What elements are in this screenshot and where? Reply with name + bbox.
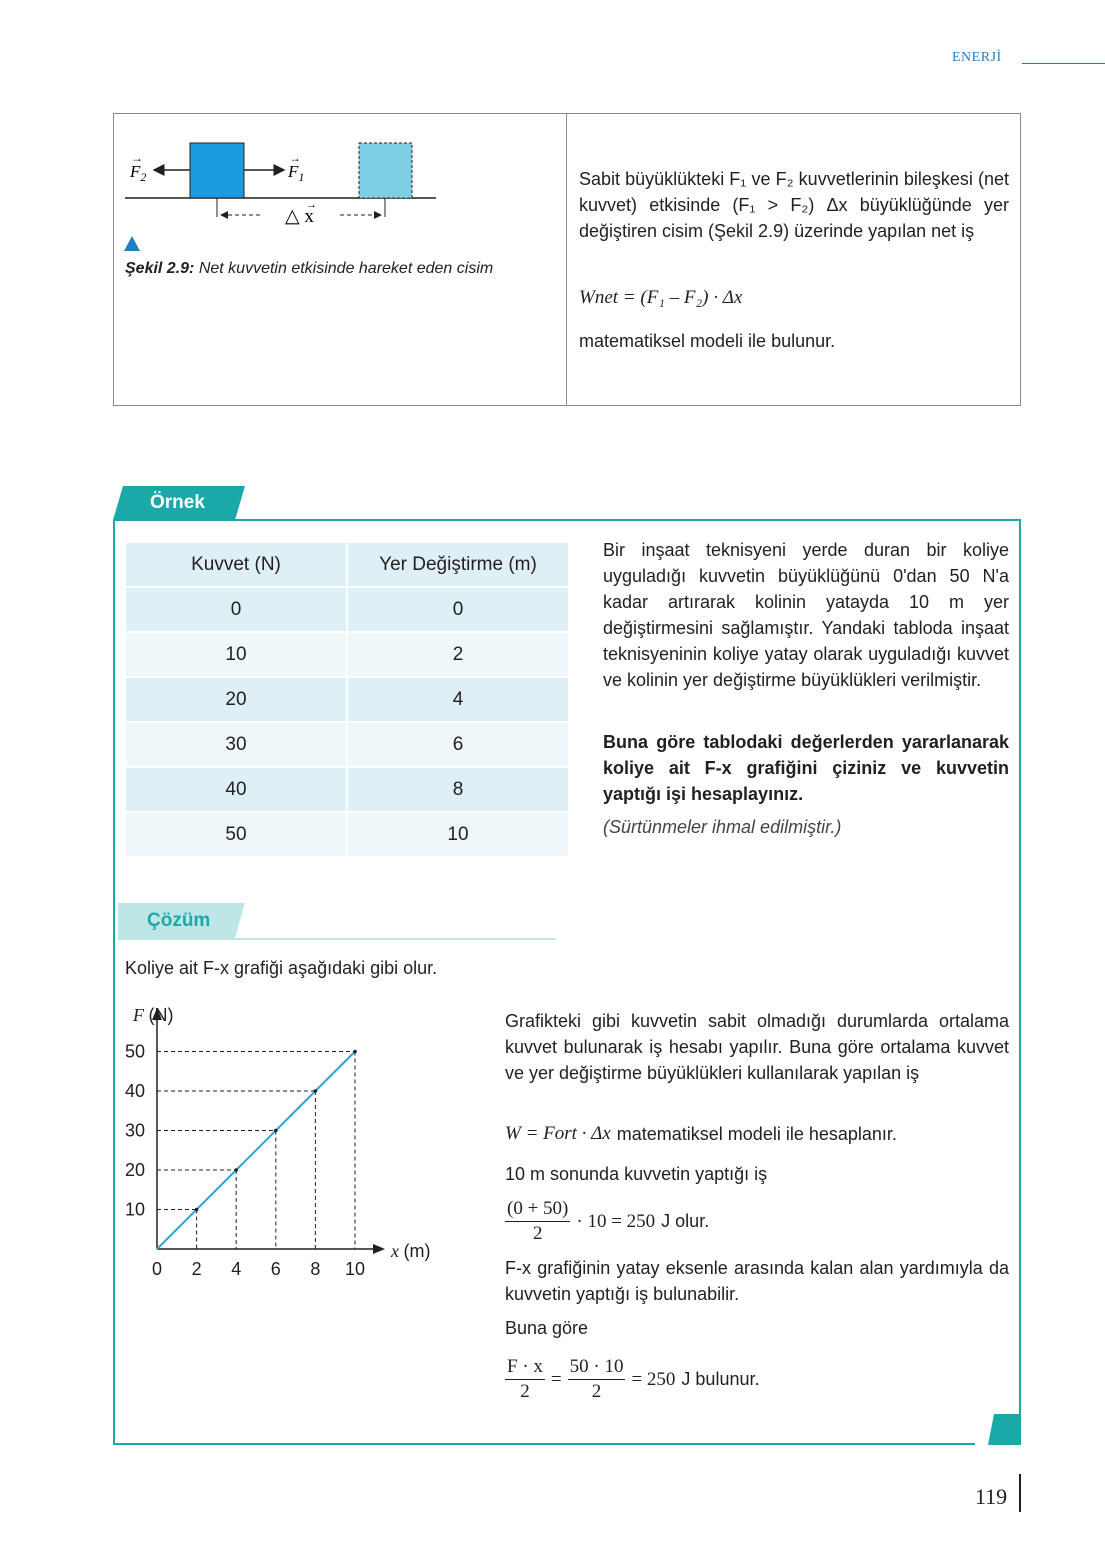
cozum-label: Çözüm	[147, 910, 211, 931]
x-tick-label: 4	[231, 1259, 242, 1279]
table-row: 30 6	[126, 723, 568, 766]
data-point	[195, 1208, 199, 1212]
y-axis-label: F (N)	[133, 1005, 174, 1025]
solution-paragraph-4: Buna göre	[505, 1318, 589, 1338]
svg-text:→: →	[131, 151, 143, 165]
figure-2-9	[120, 135, 450, 235]
x-tick-label: 8	[310, 1259, 321, 1279]
y-tick-label: 20	[125, 1160, 146, 1180]
page-number-rule	[1019, 1474, 1021, 1512]
y-tick-label: 30	[125, 1120, 146, 1141]
f2-label: $F_2$	[130, 162, 147, 184]
page-number: 119	[975, 1484, 1008, 1509]
cozum-rule	[118, 938, 556, 940]
chapter-rule	[1022, 63, 1105, 64]
data-point	[314, 1089, 318, 1093]
solution-paragraph-2: 10 m sonunda kuvvetin yaptığı iş	[505, 1164, 768, 1184]
x-tick-label: 2	[191, 1259, 202, 1279]
problem-note: (Sürtünmeler ihmal edilmiştir.)	[603, 817, 842, 837]
data-point	[234, 1168, 238, 1172]
y-tick-label: 10	[125, 1199, 146, 1220]
svg-text:→: →	[306, 199, 317, 211]
top-box-divider	[566, 113, 567, 406]
net-work-formula: Wnet = (F₁ – F₂) · Δx	[579, 287, 743, 308]
data-point	[274, 1129, 278, 1133]
dx-label: △ x	[285, 206, 314, 227]
data-point	[353, 1050, 357, 1054]
x-tick-label: 6	[270, 1259, 281, 1279]
table-row: 0 0	[126, 588, 568, 631]
x-axis-arrow	[373, 1244, 385, 1254]
table-header: Yer Değiştirme (m)	[348, 543, 568, 586]
ornek-box-bottom	[113, 1443, 975, 1445]
svg-text:→: →	[289, 151, 301, 165]
cozum-intro: Koliye ait F-x grafiği aşağıdaki gibi olur.	[125, 958, 438, 978]
x-axis-label: x (m)	[391, 1241, 431, 1261]
table-row: 10 2	[126, 633, 568, 676]
table-header: Kuvvet (N)	[126, 543, 346, 586]
block-start	[190, 143, 244, 198]
x-tick-label: 10	[344, 1259, 366, 1279]
solution-calc-2: $\frac{F \cdot x}{2}$ = $\frac{50 \cdot 10}{2}$ = 250 J bulunur.	[507, 1356, 760, 1402]
x-tick-label: 0	[151, 1259, 163, 1279]
series-line	[157, 1052, 355, 1250]
figure-caption: Şekil 2.9: Net kuvvetin etkisinde hareket eden cisim	[125, 260, 494, 277]
solution-paragraph-1: Grafikteki gibi kuvvetin sabit olmadığı durumlarda ortalama kuvvet bulunarak iş hesabı yapılır. Buna göre ortalama kuvvet ve yer değiştirme büyüklükleri kullanılarak yapılan iş	[505, 1011, 1009, 1083]
solution-formula-1: W = Fort · Δx matematiksel modeli ile hesaplanır.	[505, 1123, 897, 1144]
f1-label: $F_1$	[288, 162, 305, 184]
problem-text: Bir inşaat teknisyeni yerde duran bir koliye uyguladığı kuvvetin büyüklüğünü 0'dan 50 N'a kadar artırarak kolinin yatayda 10 m yer değiştirmesini sağlamıştır. Yandaki tabloda inşaat teknisyeninin koliye yatay olarak uyguladığı kuvvet ve kolinin yer değiştirme büyüklükleri verilmiştir.	[603, 540, 1009, 690]
problem-question: Buna göre tablodaki değerlerden yararlanarak koliye ait F-x grafiğini çiziniz ve kuvvetin yaptığı işi hesaplayınız.	[603, 732, 1009, 804]
fx-graph	[115, 1000, 455, 1290]
block-end	[359, 143, 412, 198]
top-description-end: matematiksel modeli ile bulunur.	[579, 331, 836, 351]
table-row: 40 8	[126, 768, 568, 811]
force-displacement-table	[124, 541, 570, 858]
table-row: 20 4	[126, 678, 568, 721]
table-row: 50 10	[126, 813, 568, 856]
caption-triangle-icon	[124, 236, 140, 251]
chapter-title: ENERJİ	[952, 50, 1002, 65]
y-tick-label: 40	[125, 1081, 146, 1101]
solution-calc-1: $\frac{(0 + 50)}{2}$ · 10 = 250 J olur.	[507, 1198, 710, 1244]
solution-paragraph-3: F-x grafiğinin yatay eksenle arasında kalan alan yardımıyla da kuvvetin yaptığı iş bulunabilir.	[505, 1258, 1009, 1304]
ornek-label: Örnek	[150, 492, 205, 513]
top-description: Sabit büyüklükteki F₁ ve F₂ kuvvetlerinin bileşkesi (net kuvvet) etkisinde (F₁ > F₂) Δx büyüklüğünde yer değiştiren cisim (Şekil 2.9) üzerinde yapılan net iş	[579, 169, 1009, 241]
y-tick-label: 50	[125, 1041, 146, 1062]
